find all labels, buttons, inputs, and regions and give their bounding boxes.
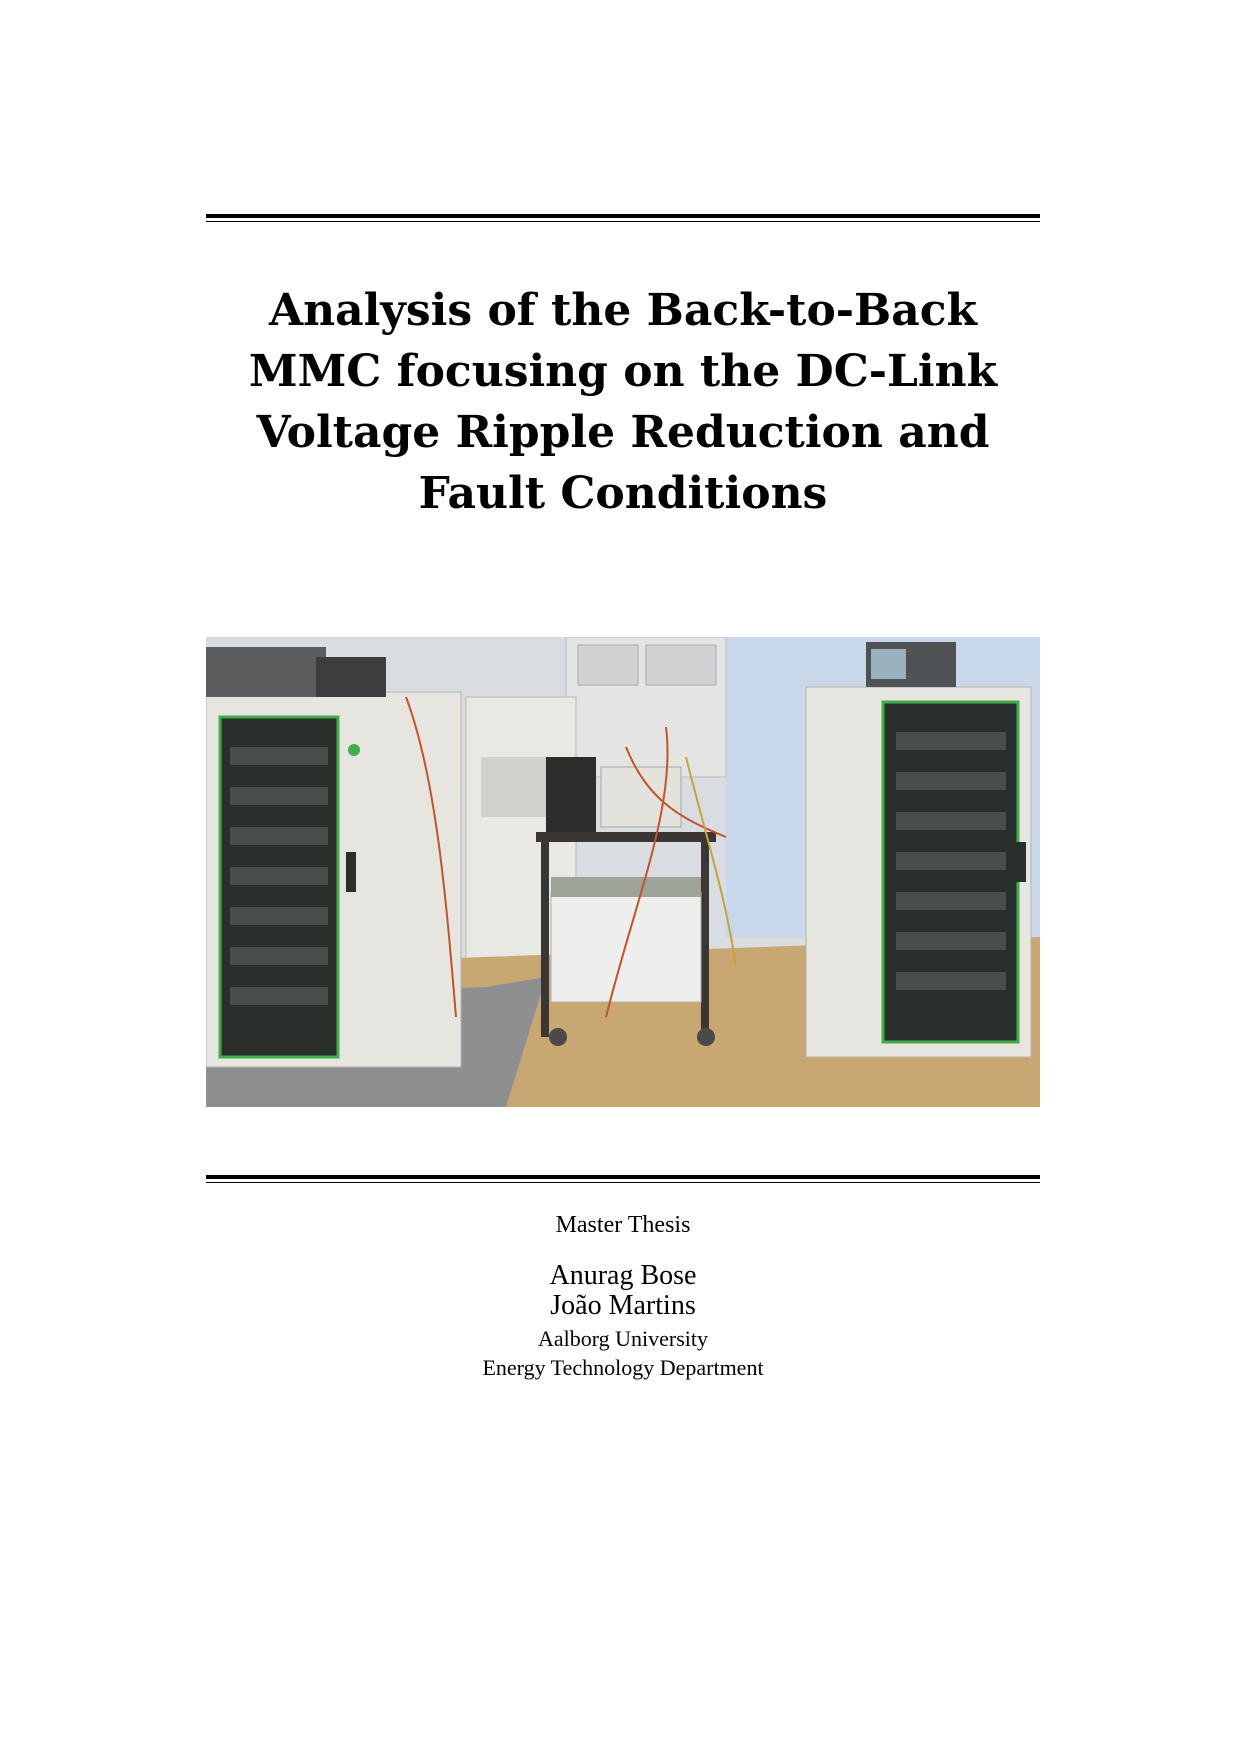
- title-line-3: Voltage Ripple Reduction and: [256, 407, 990, 458]
- document-type: Master Thesis: [555, 1212, 691, 1238]
- author-name: João Martins: [550, 1290, 696, 1321]
- laboratory-photo: [206, 637, 1040, 1107]
- bottom-double-rule: [206, 1175, 1040, 1183]
- university-name: Aalborg University: [537, 1326, 709, 1351]
- title-line-1: Analysis of the Back-to-Back: [268, 285, 978, 336]
- thesis-title: [206, 280, 1040, 524]
- department-name: Energy Technology Department: [482, 1355, 764, 1380]
- title-line-4: Fault Conditions: [418, 468, 828, 519]
- top-double-rule: [206, 214, 1040, 222]
- title-line-2: MMC focusing on the DC-Link: [248, 346, 998, 397]
- author-name: Anurag Bose: [549, 1260, 697, 1291]
